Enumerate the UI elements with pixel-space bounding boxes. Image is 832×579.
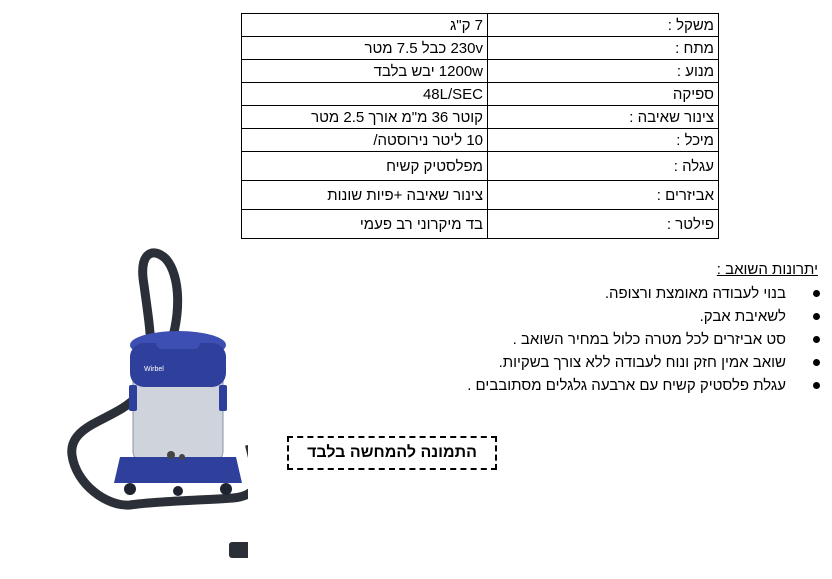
spec-label: מתח : xyxy=(488,37,719,60)
wheel xyxy=(173,486,183,496)
brand-logo: Wirbel xyxy=(144,366,164,373)
floor-nozzle xyxy=(229,542,248,558)
spec-label: ספיקה xyxy=(488,83,719,106)
spec-row-motor xyxy=(242,60,719,83)
latch xyxy=(219,385,227,411)
inlet-port xyxy=(179,454,185,460)
spec-table xyxy=(241,13,719,239)
spec-label: משקל : xyxy=(488,14,719,37)
disclaimer-box: התמונה להמחשה בלבד xyxy=(287,436,497,470)
wheel xyxy=(124,483,136,495)
spec-value: 48L/SEC xyxy=(242,83,488,106)
spec-row-weight xyxy=(242,14,719,37)
spec-value: 1200w יבש בלבד xyxy=(242,60,488,83)
spec-label: מנוע : xyxy=(488,60,719,83)
spec-value: צינור שאיבה +פיות שונות xyxy=(242,181,488,210)
spec-value: בד מיקרוני רב פעמי xyxy=(242,210,488,239)
cart-base xyxy=(114,457,242,483)
advantage-item: בנוי לעבודה מאומצת ורצופה. xyxy=(304,282,824,305)
spec-label: מיכל : xyxy=(488,129,719,152)
advantage-item: שואב אמין חזק ונוח לעבודה ללא צורך בשקיות. xyxy=(304,351,824,374)
advantage-item: לשאיבת אבק. xyxy=(304,305,824,328)
advantages-title: יתרונות השואב : xyxy=(716,261,818,278)
spec-row-cart xyxy=(242,152,719,181)
spec-value: 7 ק"ג xyxy=(242,14,488,37)
spec-label: צינור שאיבה : xyxy=(488,106,719,129)
spec-row-accessories xyxy=(242,181,719,210)
spec-row-airflow xyxy=(242,83,719,106)
spec-label: פילטר : xyxy=(488,210,719,239)
spec-value: קוטר 36 מ"מ אורך 2.5 מטר xyxy=(242,106,488,129)
advantage-item: עגלת פלסטיק קשיח עם ארבעה גלגלים מסתובבים . xyxy=(304,374,824,397)
handle xyxy=(156,333,200,349)
wheel xyxy=(220,483,232,495)
vacuum-cleaner-image xyxy=(58,245,248,565)
inlet-port xyxy=(167,451,175,459)
latch xyxy=(129,385,137,411)
spec-row-hose xyxy=(242,106,719,129)
spec-label: אביזרים : xyxy=(488,181,719,210)
spec-row-filter xyxy=(242,210,719,239)
advantages-list xyxy=(304,282,824,397)
spec-value: מפלסטיק קשיח xyxy=(242,152,488,181)
spec-value: 230v כבל 7.5 מטר xyxy=(242,37,488,60)
motor-head xyxy=(130,343,226,387)
spec-label: עגלה : xyxy=(488,152,719,181)
advantage-item: סט אביזרים לכל מטרה כלול במחיר השואב . xyxy=(304,328,824,351)
spec-value: 10 ליטר נירוסטה/ xyxy=(242,129,488,152)
spec-row-voltage xyxy=(242,37,719,60)
spec-row-tank xyxy=(242,129,719,152)
